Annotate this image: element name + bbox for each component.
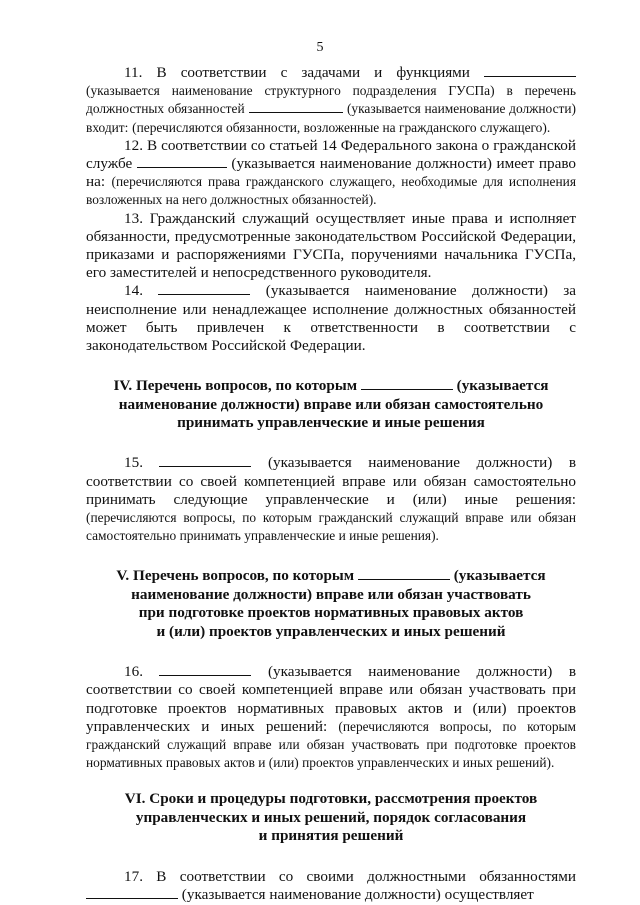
p11-blank-1 — [484, 64, 576, 77]
section-6-line-a: VI. Сроки и процедуры подготовки, рассмотрения проектов — [124, 790, 538, 808]
p12-blank — [137, 155, 227, 168]
p16-blank — [159, 663, 251, 676]
section-5-line-a2: (указывается — [453, 567, 546, 585]
p15-text-b: (указывается наименование должности) в соответствии со своей компетенцией вправе или обязан самостоятельно принимать следующие управленческие и (или) иные решения: — [86, 454, 577, 508]
p17-text-a: 17. В соответствии со своими должностными обязанностями — [124, 867, 576, 885]
p15-blank — [159, 454, 251, 467]
p14-text-b: (указывается наименование должности) за неисполнение или ненадлежащее исполнение должностных обязанностей может быть привлечен к ответственности в соответствии с законодательством Российской Федерации. — [86, 282, 577, 355]
section-5-blank — [358, 567, 450, 580]
section-6-line-c: и принятия решений — [258, 827, 404, 845]
p15-text-a: 15. — [124, 454, 143, 472]
section-5-line-c: при подготовке проектов нормативных правовых актов — [138, 604, 524, 622]
document-body — [86, 64, 576, 904]
paragraph-13: 13. Гражданский служащий осуществляет иные права и исполняет обязанности, предусмотренные законодательством Российской Федерации, приказами и распоряжениями ГУСПа, поручениями начальника ГУСПа, его заместителей и непосредственного руководителя. — [86, 209, 576, 282]
section-5-line-b: наименование должности) вправе или обязан участвовать — [131, 585, 531, 603]
section-4-line-c: принимать управленческие и иные решения — [177, 414, 485, 432]
p12-text-a: 12. В соответствии со статьей 14 Федерального закона о гражданской службе — [86, 136, 576, 173]
p11-blank-2 — [249, 100, 343, 113]
p11-text-b: (указывается наименование структурного подразделения ГУСПа) в перечень должностных обязанностей — [86, 83, 576, 117]
section-5-heading — [86, 567, 576, 641]
section-4-line-a2: (указывается — [456, 377, 549, 395]
section-4-blank — [361, 377, 453, 390]
p14-blank — [158, 282, 250, 295]
section-5-line-d: и (или) проектов управленческих и иных решений — [156, 622, 506, 640]
p16-text-b: (указывается наименование должности) в соответствии со своей компетенцией вправе или обязан участвовать при подготовке проектов нормативных правовых актов и (или) проектов управленческих и иных решений: — [86, 663, 577, 735]
p17-text-b: (указывается наименование должности) осуществляет — [181, 885, 534, 903]
p11-text-a: 11. В соответствии с задачами и функциями — [124, 64, 470, 81]
section-6-line-b: управленческих и иных решений, порядок согласования — [135, 808, 527, 826]
p12-text-c: (перечисляются права гражданского служащего, необходимые для исполнения возложенных на него должностных обязанностей). — [86, 174, 576, 208]
paragraph-11 — [86, 64, 576, 137]
p16-text-c: (перечисляются вопросы, по которым гражданский служащий вправе или обязан участвовать при подготовке проектов нормативных правовых актов и (или) проектов управленческих и иных решений). — [86, 718, 576, 771]
p11-text-d: (перечисляются обязанности, возложенные на гражданского служащего). — [132, 119, 551, 135]
p12-text-b: (указывается наименование должности) имеет право на: — [86, 155, 576, 191]
paragraph-12 — [86, 137, 576, 210]
p14-text-a: 14. — [124, 282, 143, 300]
section-5-line-a: V. Перечень вопросов, по которым — [116, 567, 355, 585]
section-4-line-b: наименование должности) вправе или обязан самостоятельно — [118, 395, 544, 413]
page-number: 5 — [316, 40, 324, 55]
section-4-heading — [86, 377, 576, 432]
section-6-heading — [86, 790, 576, 845]
section-4-line-a: IV. Перечень вопросов, по которым — [113, 377, 358, 395]
p17-blank — [86, 886, 178, 899]
p11-text-c: (указывается наименование должности) входит: — [86, 101, 577, 135]
paragraph-14 — [86, 282, 576, 355]
paragraph-16 — [86, 663, 576, 772]
paragraph-15 — [86, 454, 576, 545]
p15-text-c: (перечисляются вопросы, по которым гражданский служащий вправе или обязан самостоятельно принимать управленческие и иные решения). — [86, 510, 576, 544]
p16-text-a: 16. — [124, 663, 143, 681]
paragraph-17 — [86, 868, 576, 904]
